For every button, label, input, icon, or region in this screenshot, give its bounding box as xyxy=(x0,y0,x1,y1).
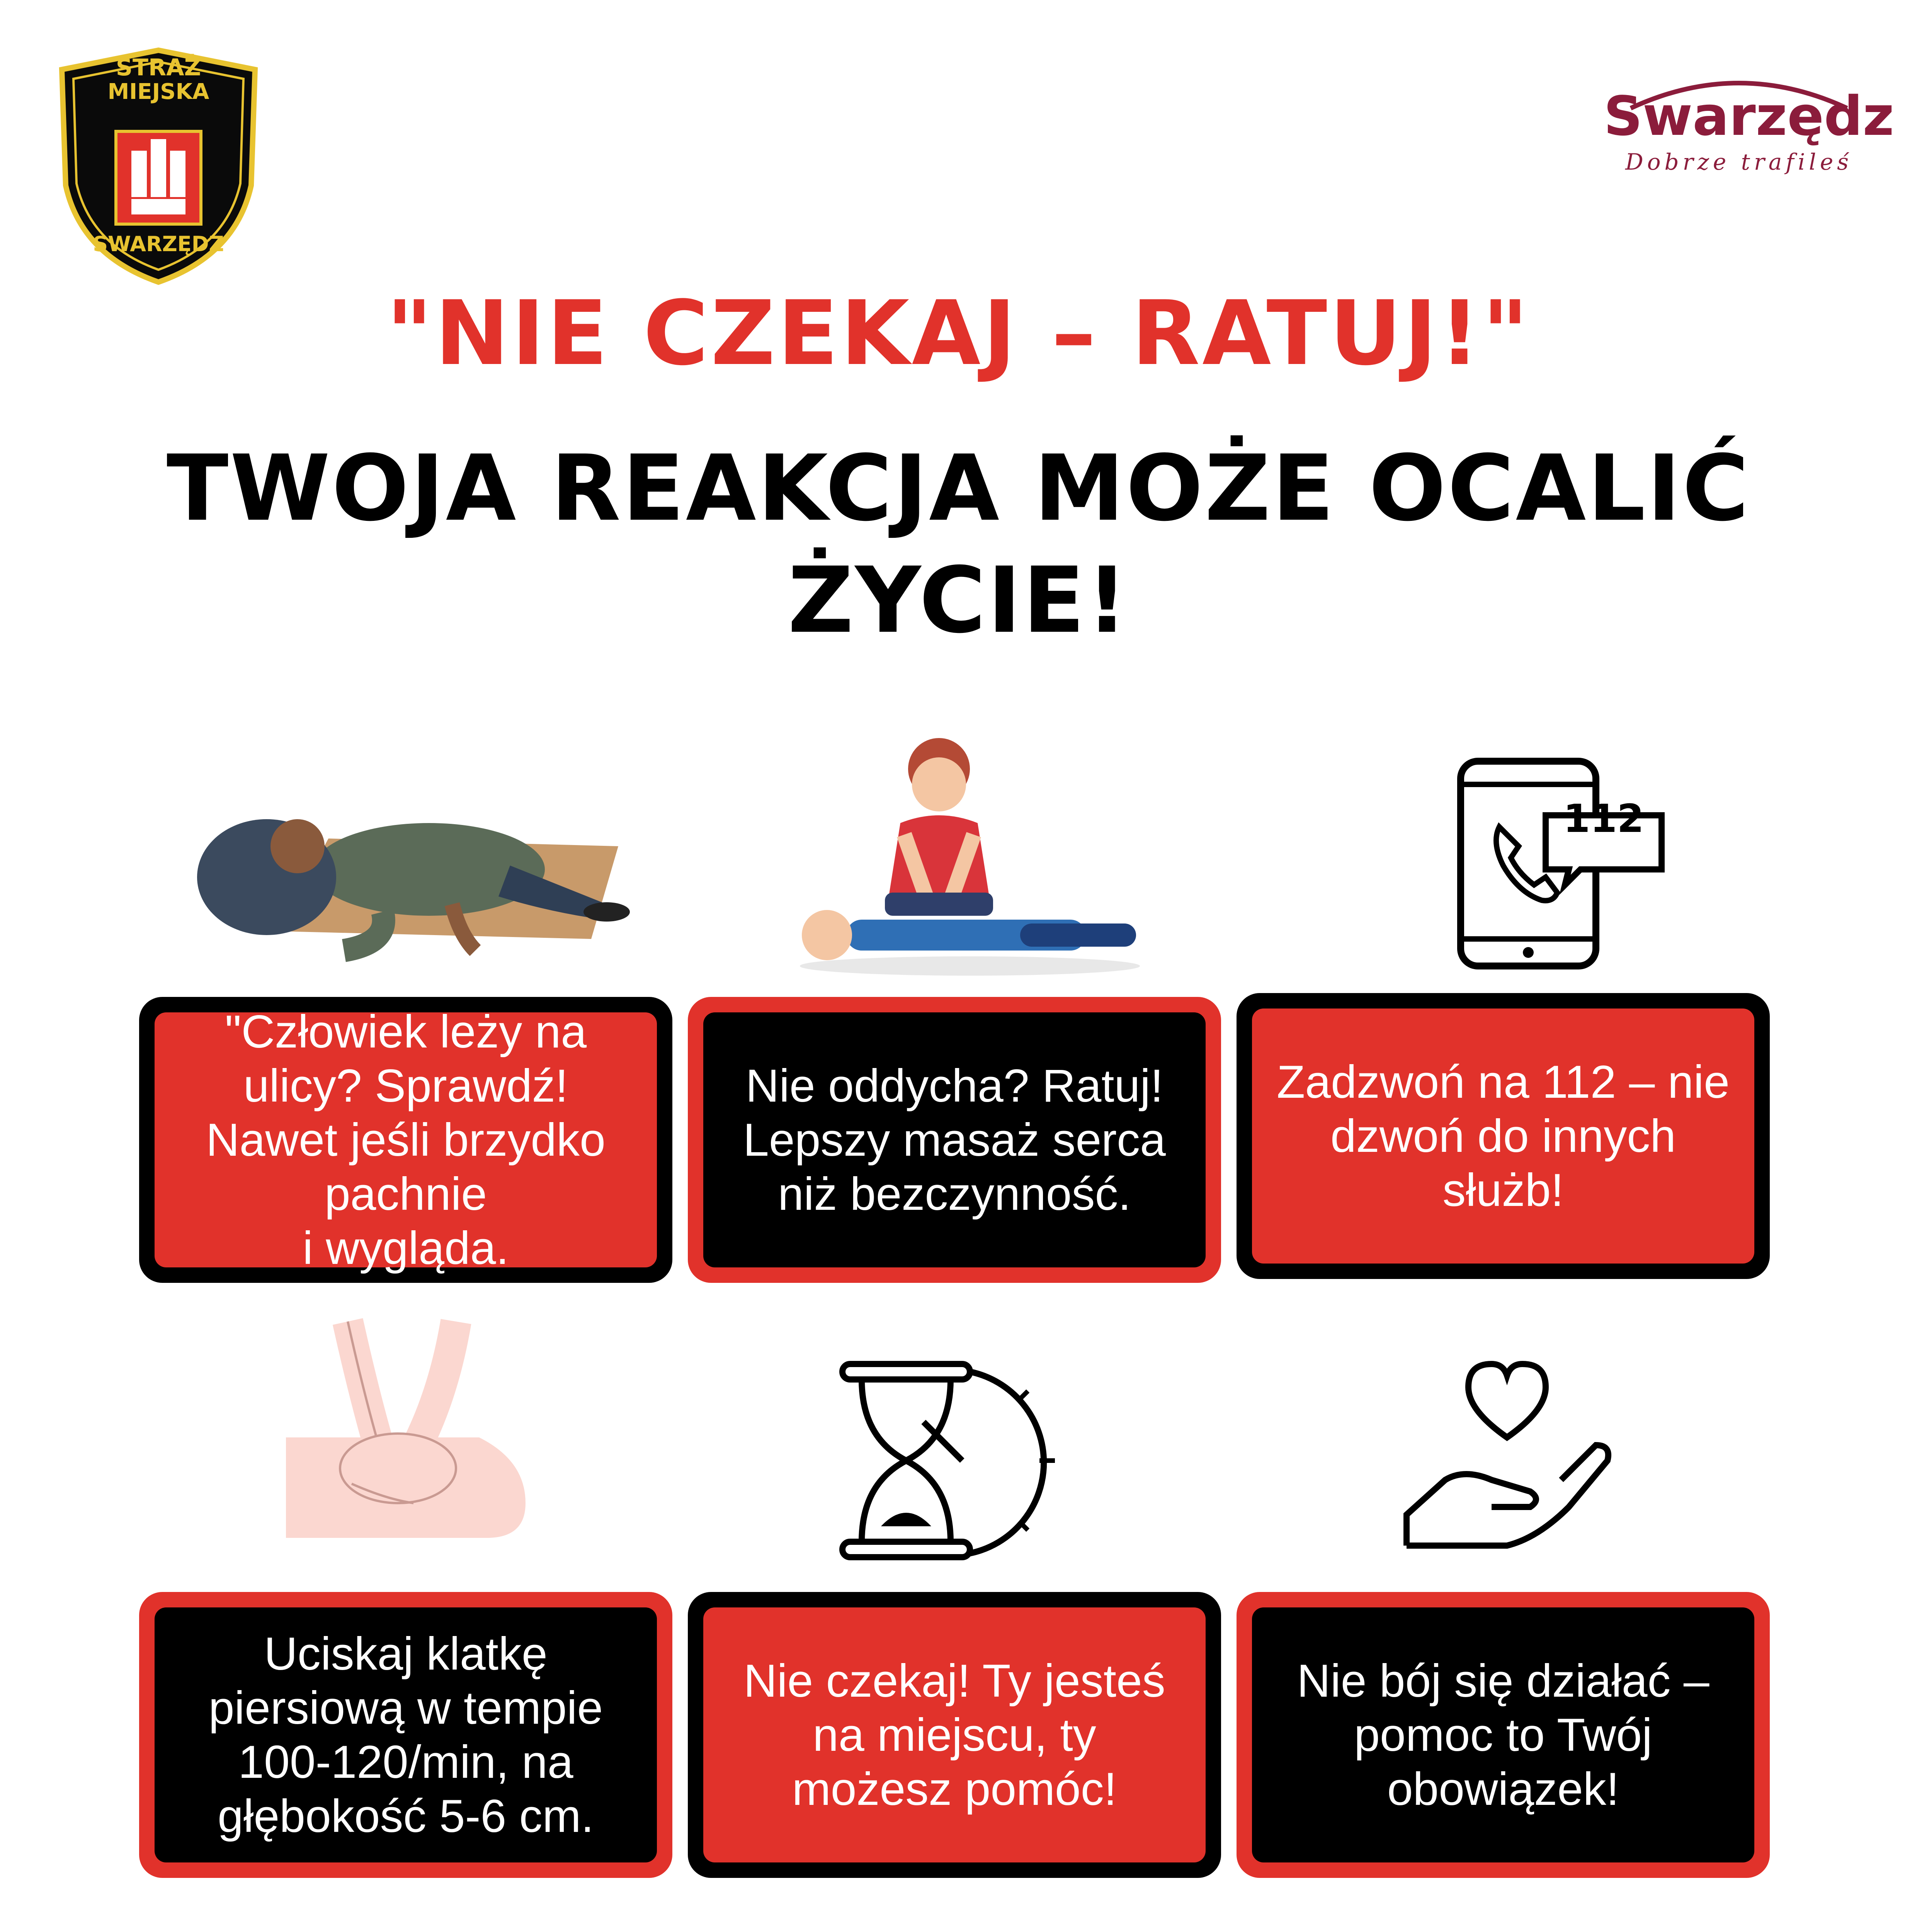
brand-name: Swarzędz xyxy=(1604,85,1894,148)
info-card-4 xyxy=(139,1592,672,1878)
info-card-3 xyxy=(1237,993,1770,1279)
hourglass-clock-icon xyxy=(839,1360,1067,1565)
lying-person-icon xyxy=(182,788,638,974)
badge-text-top: STRAŻ xyxy=(116,54,201,81)
card-6-text: Nie bój się działać – pomoc to Twój obowiązek! xyxy=(1252,1607,1754,1862)
phone-call-112-icon xyxy=(1453,753,1669,974)
card-2-text: Nie oddycha? Ratuj! Lepszy masaż serca niż bezczynność. xyxy=(703,1012,1206,1267)
card-4-text: Uciskaj klatkę piersiową w tempie 100-120/min, na głębokość 5-6 cm. xyxy=(155,1607,657,1862)
badge-text-mid: MIEJSKA xyxy=(107,79,209,104)
brand-slogan: Dobrze trafileś xyxy=(1625,149,1852,175)
hand-heart-icon xyxy=(1399,1352,1615,1561)
card-5-text: Nie czekaj! Ty jesteś na miejscu, ty możesz pomóc! xyxy=(703,1607,1206,1862)
page-subtitle: TWOJA REAKCJA MOŻE OCALIĆ ŻYCIE! xyxy=(166,436,1751,653)
info-card-6 xyxy=(1237,1592,1770,1878)
cpr-rescue-icon xyxy=(788,734,1144,981)
info-card-5 xyxy=(688,1592,1221,1878)
card-1-text: "Człowiek leży na ulicy? Sprawdź! Nawet jeśli brzydko pachnie i wygląda. xyxy=(155,1012,657,1267)
phone-bubble-number: 112 xyxy=(1563,796,1644,841)
page-title: "NIE CZEKAJ – RATUJ!" xyxy=(386,282,1531,385)
chest-compression-hands-icon xyxy=(286,1321,526,1561)
badge-text-bottom: SWARZĘDZ xyxy=(93,232,224,256)
card-3-text: Zadzwoń na 112 – nie dzwoń do innych służb! xyxy=(1252,1009,1754,1264)
info-card-1 xyxy=(139,997,672,1283)
info-card-2 xyxy=(688,997,1221,1283)
